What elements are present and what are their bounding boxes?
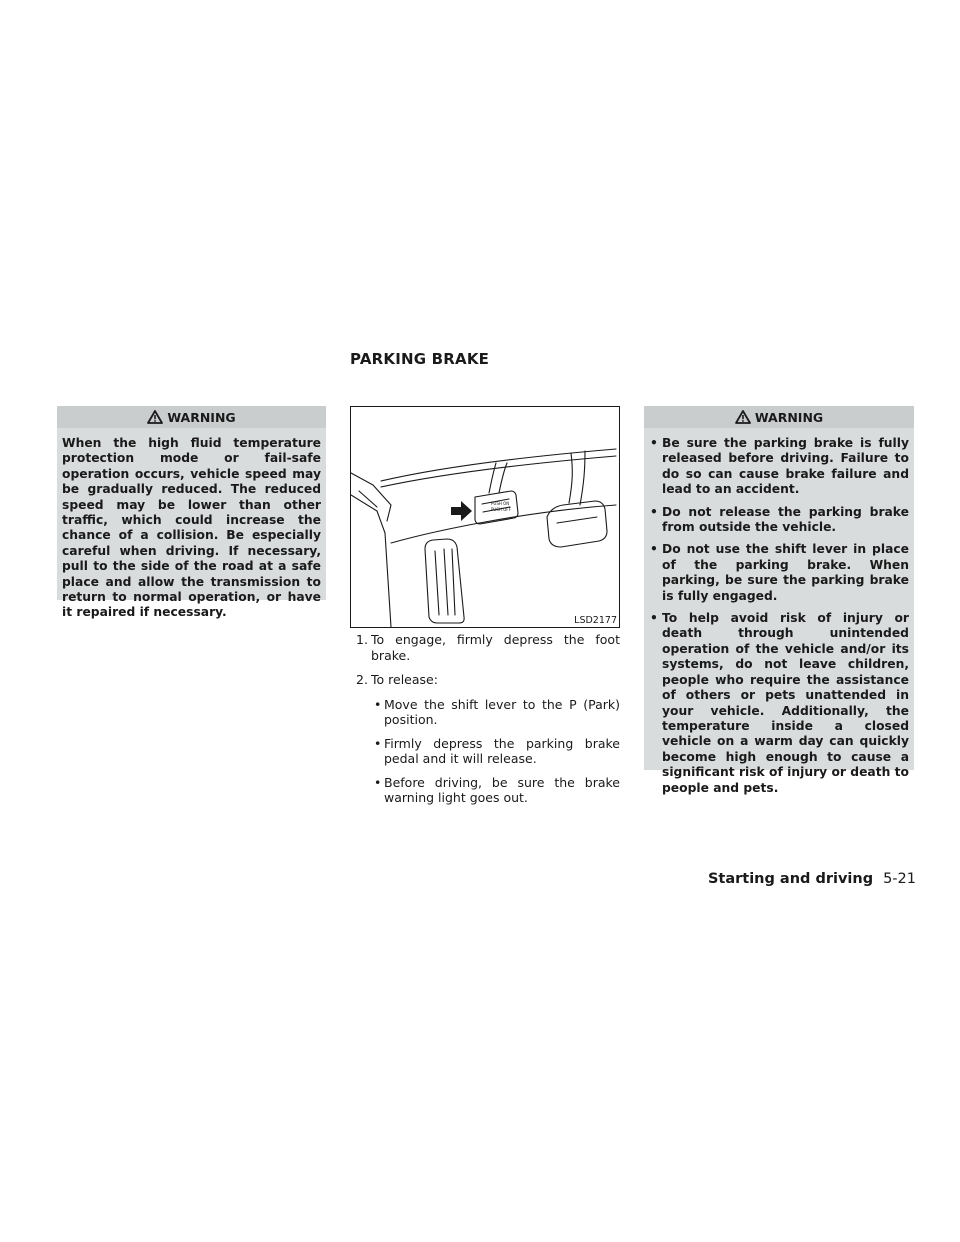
release-substep xyxy=(350,775,620,806)
figure-code: LSD2177 xyxy=(574,615,617,626)
step-text: To engage, firmly depress the foot brake. xyxy=(371,632,620,663)
release-substep xyxy=(350,736,620,767)
pedal-illustration xyxy=(351,407,619,627)
warning-heading: WARNING xyxy=(167,409,236,425)
warning-header xyxy=(57,406,326,428)
warning-triangle-icon xyxy=(735,410,751,424)
parking-brake-pedal-figure xyxy=(350,406,620,628)
step-number: 2. xyxy=(356,672,368,687)
warning-item: • Be sure the parking brake is fully released before driving. Failure to do so can cause brake failure and lead to an accident. xyxy=(649,436,909,498)
substep-text: Firmly depress the parking brake pedal and it will release. xyxy=(384,735,620,766)
step-number: 1. xyxy=(356,632,368,647)
step-text: To release: xyxy=(371,672,438,687)
sub-bullet: • xyxy=(374,774,382,790)
sub-bullet: • xyxy=(374,696,382,712)
page-number: 5-21 xyxy=(883,871,916,887)
warning-text: When the high fluid temperature protection mode or fail-safe operation occurs, vehicle speed may be gradually reduced. The reduced speed may be lower than other traffic, which could increase the chance of a collision. Be especially careful when driving. If necessary, pull to the side of the road at a safe place and allow the transmission to return to normal operation, or have it repaired if necessary. xyxy=(62,436,321,620)
warning-item: • To help avoid risk of injury or death through unintended operation of the vehicle and/or its systems, do not leave children, people who require the assistance of others or pets unattended in your vehicle. Additionally, the temperature inside a closed vehicle on a warm day can quickly become high enough to cause a significant risk of injury or death to people and pets. xyxy=(649,611,909,796)
step-release xyxy=(350,672,620,688)
chapter-title: Starting and driving xyxy=(707,871,874,887)
warning-item: • Do not release the parking brake from outside the vehicle. xyxy=(649,505,909,536)
warning-header xyxy=(644,406,914,428)
release-substep xyxy=(350,697,620,728)
section-title: PARKING BRAKE xyxy=(350,350,490,368)
warning-heading: WARNING xyxy=(754,409,824,425)
sub-bullet: • xyxy=(374,735,382,751)
warning-box-parking-brake xyxy=(644,406,914,795)
substep-text: Move the shift lever to the P (Park) position. xyxy=(384,696,620,727)
warning-list xyxy=(649,436,909,796)
arrow-icon xyxy=(451,501,472,521)
warning-item: • Do not use the shift lever in place of the parking brake. When parking, be sure the parking brake is fully engaged. xyxy=(649,542,909,604)
warning-triangle-icon xyxy=(147,410,163,424)
step-engage xyxy=(350,632,620,663)
substep-text: Before driving, be sure the brake warning light goes out. xyxy=(384,774,620,805)
pedal-label-push-on: PUSH ON xyxy=(491,501,510,506)
release-steps xyxy=(350,632,620,814)
warning-list-wrap xyxy=(644,428,914,809)
page-footer xyxy=(708,871,916,887)
pedal-label-push-off: PUSH OFF xyxy=(491,507,511,512)
warning-box-transmission xyxy=(57,406,326,620)
